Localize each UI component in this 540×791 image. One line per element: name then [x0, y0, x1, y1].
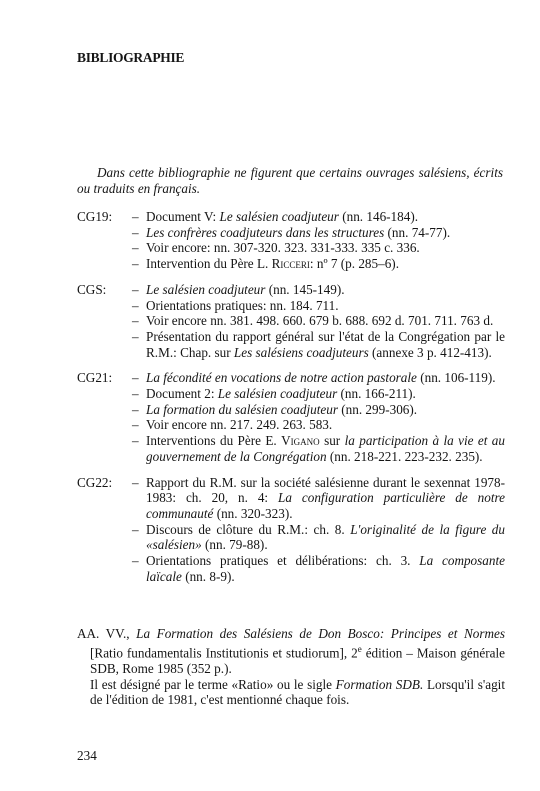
section-heading: BIBLIOGRAPHIE [77, 50, 185, 65]
reference-item: – Discours de clôture du R.M.: ch. 8. L'originalité de la figure du «salésien» (nn. 79-88). [132, 522, 505, 553]
author-name: Vigano [281, 433, 320, 449]
reference-item: – Orientations pratiques et délibérations: ch. 3. La composante laïcale (nn. 8-9). [132, 553, 505, 584]
reference-item: – Document 2: Le salésien coadjuteur (nn. 166-211). [132, 386, 505, 402]
italic-title: La formation du salésien coadjuteur [146, 401, 338, 417]
chapter-label: CG21: [77, 370, 113, 386]
italic-title: Les confrères coadjuteurs dans les structures [146, 224, 385, 240]
italic-title: La fécondité en vocations de notre action pastorale [146, 370, 417, 386]
chapter-label: CG22: [77, 474, 113, 490]
chapter-entry [77, 282, 505, 361]
reference-item: – Intervention du Père L. Ricceri: nº 7 (p. 285–6). [132, 256, 505, 272]
reference-item: – Voir encore nn. 217. 249. 263. 583. [132, 417, 505, 433]
chapter-entry [77, 370, 505, 464]
reference-item: – Les confrères coadjuteurs dans les structures (nn. 74-77). [132, 225, 505, 241]
bibliography-note: Il est désigné par le terme «Ratio» ou le sigle Formation SDB. Lorsqu'il s'agit de l'édition de 1981, c'est mentionné chaque fois. [90, 676, 505, 708]
intro-paragraph: Dans cette bibliographie ne figurent que certains ouvrages salésiens, écrits ou traduits en français. [77, 165, 503, 196]
chapter-entries [77, 209, 505, 594]
reference-item: – Voir encore nn. 381. 498. 660. 679 b. 688. 692 d. 701. 711. 763 d. [132, 313, 505, 329]
reference-item: – Interventions du Père E. Vigano sur la participation à la vie et au gouvernement de la Congrégation (nn. 218-221. 223-232. 235). [132, 433, 505, 464]
reference-item: – Voir encore: nn. 307-320. 323. 331-333. 335 c. 336. [132, 240, 505, 256]
reference-item: – La formation du salésien coadjuteur (nn. 299-306). [132, 402, 505, 418]
italic-title: Le salésien coadjuteur [219, 209, 339, 224]
reference-item: – Document V: Le salésien coadjuteur (nn. 146-184). [132, 209, 505, 225]
reference-item: – Orientations pratiques: nn. 184. 711. [132, 298, 505, 314]
author-name: Ricceri [271, 256, 310, 272]
reference-item: – Le salésien coadjuteur (nn. 145-149). [132, 282, 505, 298]
italic-title: La composante laïcale [146, 553, 505, 584]
chapter-label: CGS: [77, 281, 107, 297]
superscript: e [357, 643, 362, 654]
bibliography-citation: AA. VV., La Formation des Salésiens de Don Bosco: Principes et Normes [Ratio fundamentalis Institutionis et studiorum], 2e édition – Maison générale SDB, Rome 1985 (352 p.). [77, 626, 505, 676]
italic-title: Les salésiens coadjuteurs [233, 344, 369, 360]
italic-title: Formation SDB. [335, 676, 424, 692]
chapter-entry [77, 475, 505, 585]
reference-list [132, 282, 505, 361]
italic-title: Le salésien coadjuteur [146, 281, 266, 297]
reference-list [132, 370, 505, 464]
reference-list [132, 209, 505, 272]
page-number: 234 [77, 748, 97, 763]
italic-title: La configuration particulière de notre communauté [146, 490, 506, 521]
bibliography-entry [77, 626, 505, 708]
reference-item: – Rapport du R.M. sur la société salésienne durant le sexennat 1978-1983: ch. 20, n. 4: La configuration particulière de notre communauté (nn. 320-323). [132, 475, 505, 522]
italic-title: La Formation des Salésiens de Don Bosco: Principes et Normes [136, 626, 505, 641]
italic-title: L'originalité de la figure du «salésien» [146, 521, 505, 553]
reference-item: – La fécondité en vocations de notre action pastorale (nn. 106-119). [132, 370, 505, 386]
italic-title: la participation à la vie et au gouvernement de la Congrégation [146, 433, 505, 464]
italic-title: Le salésien coadjuteur [217, 386, 338, 402]
chapter-label: CG19: [77, 209, 113, 224]
reference-item: – Présentation du rapport général sur l'état de la Congrégation par le R.M.: Chap. sur Les salésiens coadjuteurs (annexe 3 p. 412-413). [132, 329, 505, 360]
reference-list [132, 475, 505, 585]
chapter-entry [77, 209, 505, 272]
